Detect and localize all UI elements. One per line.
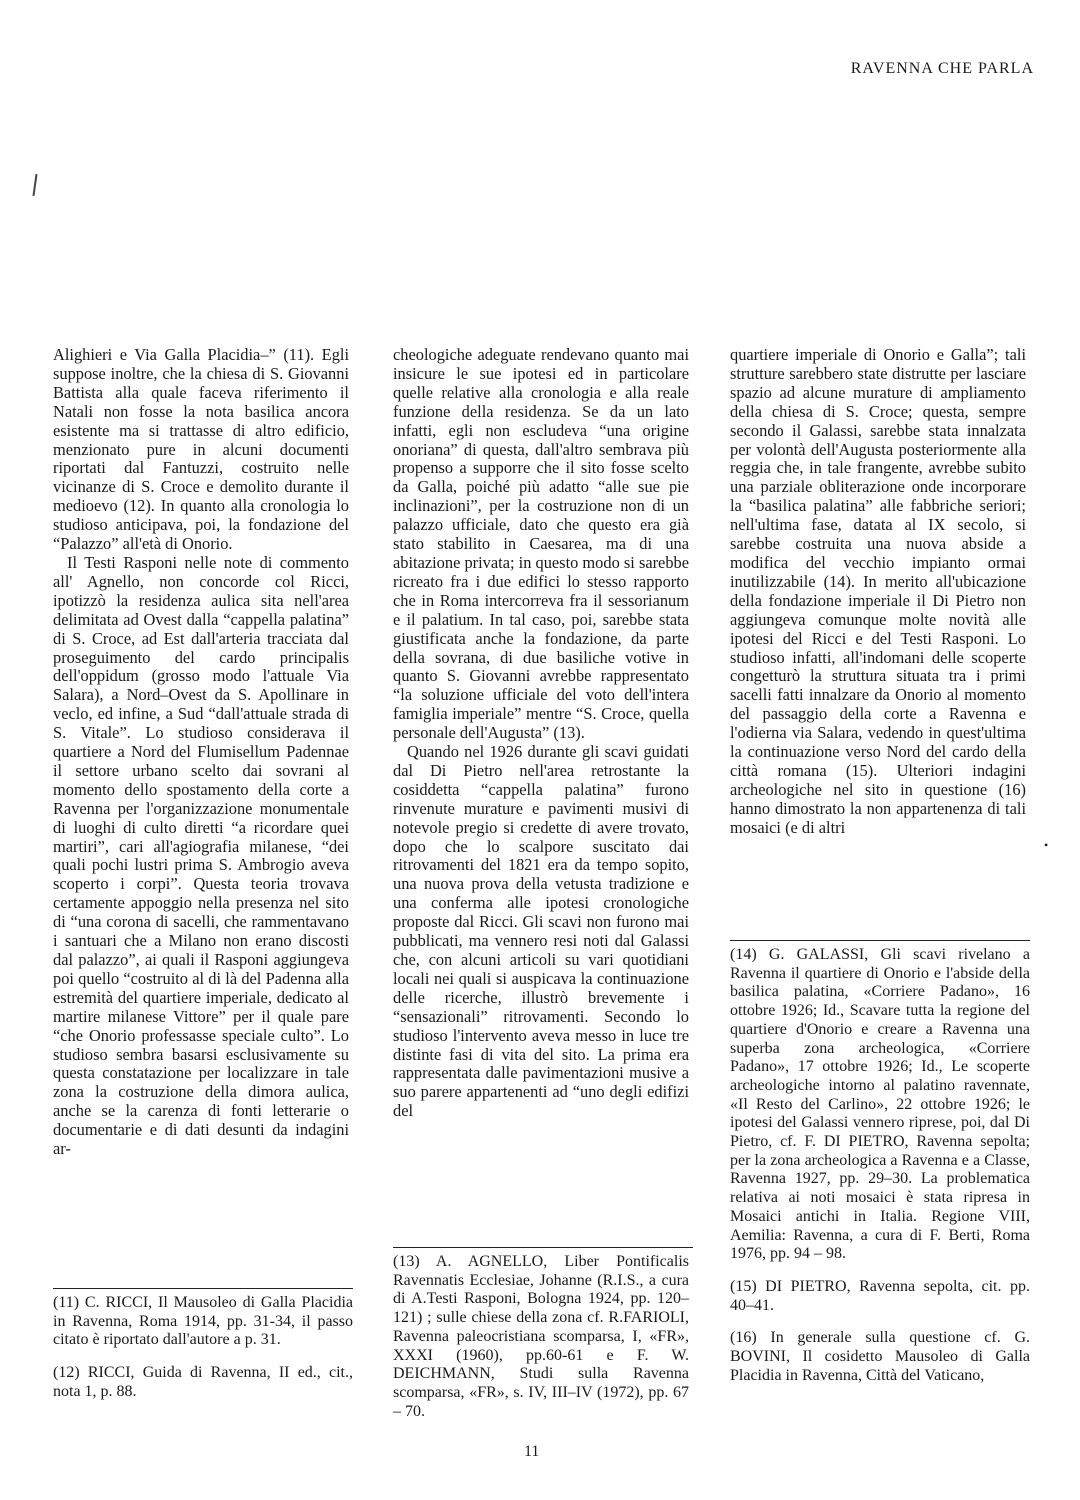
running-title: RAVENNA CHE PARLA [850,60,1034,77]
paragraph: Alighieri e Via Galla Placidia–” (11). Egli suppose inoltre, che la chiesa di S. Giovanni Battista alla quale faceva riferimento il Natali non fosse la nota basilica ancora esistente ma si trattasse di altro edificio, menzionato pure in alcuni documenti riportati dal Fantuzzi, costruito nelle vicinanze di S. Croce e demolito durante il medioevo (12). In quanto alla cronologia lo studioso anticipava, poi, la fondazione del “Palazzo” all'età di Onorio. [53,345,349,554]
text-column-2 [393,346,689,1121]
footnotes-column-2 [393,1247,689,1435]
footnotes-column-3 [730,940,1030,1399]
footnote-15: (15) DI PIETRO, Ravenna sepolta, cit. pp. 40–41. [730,1277,1030,1314]
footnote-12: (12) RICCI, Guida di Ravenna, II ed., cit., nota 1, p. 88. [53,1364,353,1400]
footnote-rule [730,940,1030,941]
footnotes-column-1 [53,1288,353,1416]
footnote-16: (16) In generale sulla questione cf. G. BOVINI, Il cosidetto Mausoleo di Galla Placidia in Ravenna, Città del Vaticano, [730,1329,1030,1384]
paragraph: Il Testi Rasponi nelle note di commento all' Agnello, non concorde col Ricci, ipotizzò la residenza aulica sita nell'area delimitata ad Ovest dalla “cappella palatina” di S. Croce, ad Est dall'arteria tracciata dal proseguimento del cardo principalis dell'oppidum (grosso modo l'attuale Via Salara), a Nord–Ovest da S. Apollinare in veclo, ed infine, a Sud “dall'attuale strada di S. Vitale”. Lo studioso considerava il quartiere a Nord del Flumisellum Padennae il settore urbano scelto dai sovrani al momento dello spostamento della corte a Ravenna per l'organizzazione monumentale di luoghi di culto diretti “a ricordare quei martiri”, cari all'agiografia milanese, “dei quali pochi lustri prima S. Ambrogio aveva scoperto i corpi”. Questa teoria trovava certamente appoggio nella presenza nel sito di “una corona di sacelli, che rammentavano i santuari che a Milano non erano discosti dal palazzo”, ai quali il Rasponi aggiungeva poi quello “costruito al di là del Padenna alla estremità del quartiere imperiale, dedicato al martire milanese Vittore” per il quale pare “che Onorio professasse speciale culto”. Lo studioso sembra basarsi esclusivamente su questa constatazione per localizzare in tale zona la costruzione della dimora aulica, anche se la carenza di fonti letterarie o documentarie e di dati desunti da indagini ar- [53,552,349,1159]
text-column-1 [53,346,349,1159]
footnote-13: (13) A. AGNELLO, Liber Pontificalis Ravennatis Ecclesiae, Johanne (R.I.S., a cura di A.Testi Rasponi, Bologna 1924, pp. 120–121) ; sulle chiese della zona cf. R.FARIOLI, Ravenna paleocristiana scomparsa, I, «FR», XXXI (1960), pp.60-61 e F. W. DEICHMANN, Studi sulla Ravenna scomparsa, «FR», s. IV, III–IV (1972), pp. 67 – 70. [393,1253,689,1420]
footnote-11: (11) C. RICCI, Il Mausoleo di Galla Placidia in Ravenna, Roma 1914, pp. 31-34, il passo citato è riportato dall'autore a p. 31. [53,1294,353,1349]
footnote-rule [53,1288,353,1289]
text-column-3 [730,346,1026,838]
footnote-14: (14) G. GALASSI, Gli scavi rivelano a Ravenna il quartiere di Onorio e l'abside della basilica palatina, «Corriere Padano», 16 ottobre 1926; Id., Scavare tutta la regione del quartiere d'Onorio e creare a Ravenna una superba zona archeologica, «Corriere Padano», 17 ottobre 1926; Id., Le scoperte archeologiche intorno al palatino ravennate, «Il Resto del Carlino», 22 ottobre 1926; le ipotesi del Galassi vennero riprese, poi, dal Di Pietro, cf. F. DI PIETRO, Ravenna sepolta; per la zona archeologica a Ravenna e a Classe, Ravenna 1927, pp. 29–30. La problematica relativa ai noti mosaici è stata ripresa in Mosaici antichi in Italia. Regione VIII, Aemilia: Ravenna, a cura di F. Berti, Roma 1976, pp. 94 – 98. [730,946,1030,1263]
paragraph: Quando nel 1926 durante gli scavi guidati dal Di Pietro nell'area retrostante la cosiddetta “cappella palatina” furono rinvenute murature e pavimenti musivi di notevole pregio si credette di avere trovato, dopo che lo scalpore suscitato dai ritrovamenti del 1821 era da tempo sopito, una nuova prova della vetusta tradizione e una conferma alle ipotesi cronologiche proposte dal Ricci. Gli scavi non furono mai pubblicati, ma vennero resi noti dal Galassi che, con alcuni articoli su vari quotidiani locali nei quali si auspicava la continuazione delle ricerche, illustrò brevemente i “sensazionali” ritrovamenti. Secondo lo studioso l'intervento aveva messo in luce tre distinte fasi di vita del sito. La prima era rappresentata dalle pavimentazioni musive a suo parere appartenenti ad “uno degli edifizi del [393,742,689,1121]
paragraph: cheologiche adeguate rendevano quanto mai insicure le sue ipotesi ed in particolare quelle relative alla cronologia e alla reale funzione della residenza. Se da un lato infatti, egli non escludeva “una origine onoriana” di questa, dall'altro sembrava più propenso a supporre che il sito fosse scelto da Galla, poiché più adatto “alle sue pie inclinazioni”, per la costruzione non di un palazzo ufficiale, dato che questo era già stato stabilito in Caesarea, ma di una abitazione privata; in questo modo si sarebbe ricreato fra i due edifici lo stesso rapporto che in Roma intercorreva fra il sessorianum e il palatium. In tal caso, poi, sarebbe stata giustificata anche la fondazione, da parte della sovrana, di due basiliche votive in quanto S. Giovanni avrebbe rappresentato “la soluzione ufficiale del voto dell'intera famiglia imperiale” mentre “S. Croce, quella personale dell'Augusta” (13). [393,345,689,743]
margin-dot: • [1044,838,1049,852]
paragraph: quartiere imperiale di Onorio e Galla”; tali strutture sarebbero state distrutte per lasciare spazio ad alcune murature di ampliamento della chiesa di S. Croce; questa, sempre secondo il Galassi, sarebbe stata innalzata per volontà dell'Augusta posteriormente alla reggia che, in tale frangente, avrebbe subito una parziale obliterazione onde incorporare la “basilica palatina” alle fabbriche seriori; nell'ultima fase, datata al IX secolo, si sarebbe costruita una nuova abside a modifica del vecchio impianto ormai inutilizzabile (14). In merito all'ubicazione della fondazione imperiale il Di Pietro non aggiungeva comunque molte novità alle ipotesi del Ricci e del Testi Rasponi. Lo studioso infatti, all'indomani delle scoperte congetturò la struttura situata tra i primi sacelli fatti innalzare da Onorio al momento del passaggio della corte a Ravenna e l'odierna via Salara, vedendo in quest'ultima la continuazione verso Nord del cardo della città romana (15). Ulteriori indagini archeologiche nel sito in questione (16) hanno dimostrato la non appartenenza di tali mosaici (e di altri [730,345,1026,837]
page-number: 11 [524,1443,540,1460]
pen-mark [32,174,37,196]
footnote-rule [393,1247,693,1248]
